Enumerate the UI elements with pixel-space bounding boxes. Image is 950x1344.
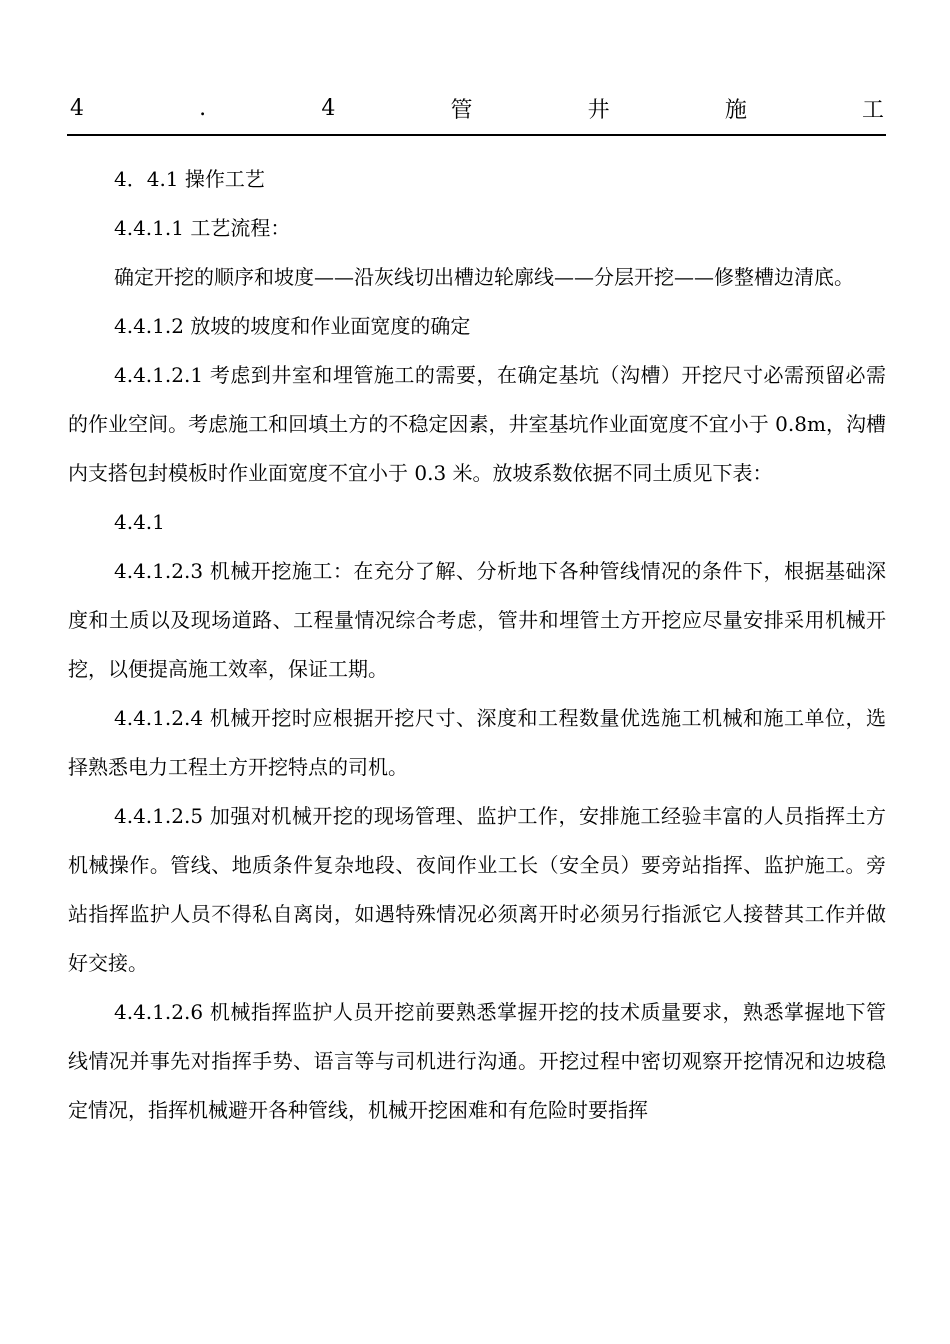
heading-char: 管 [450,97,473,123]
paragraph-4-4-1-2-4: 4.4.1.2.4 机械开挖时应根据开挖尺寸、深度和工程数量优选施工机械和施工单位，选择熟悉电力工程土方开挖特点的司机。 [68,706,886,779]
paragraph-4-4-1-2-1: 4.4.1.2.1 考虑到井室和埋管施工的需要，在确定基坑（沟槽）开挖尺寸必需预留必需的作业空间。考虑施工和回填土方的不稳定因素，井室基坑作业面宽度不宜小于 0.8m，沟槽内支搭包封模板时作业面宽度不宜小于 0.3 米。放坡系数依据不同土质见下表： [68,363,886,485]
section-heading [70,88,884,128]
paragraph-4-4-1-2: 4.4.1.2 放坡的坡度和作业面宽度的确定 [114,314,471,338]
heading-char: . [199,95,207,121]
paragraph-4-4-1-1: 4.4.1.1 工艺流程： [114,216,291,240]
heading-char: 4 [70,95,84,121]
heading-char: 工 [861,97,884,123]
heading-char: 4 [321,95,336,121]
paragraph-4-4-1-2-5: 4.4.1.2.5 加强对机械开挖的现场管理、监护工作，安排施工经验丰富的人员指挥土方机械操作。管线、地质条件复杂地段、夜间作业工长（安全员）要旁站指挥、监护施工。旁站指挥监护人员不得私自离岗，如遇特殊情况必须离开时必须另行指派它人接替其工作并做好交接。 [68,804,886,975]
paragraph-4-4-1-2-6: 4.4.1.2.6 机械指挥监护人员开挖前要熟悉掌握开挖的技术质量要求，熟悉掌握地下管线情况并事先对指挥手势、语言等与司机进行沟通。开挖过程中密切观察开挖情况和边坡稳定情况，指挥机械避开各种管线，机械开挖困难和有危险时要指挥 [68,1000,886,1122]
paragraph-table-ref: 4.4.1 [114,510,165,534]
body-text [68,155,886,1135]
heading-underline [67,134,886,136]
heading-char: 井 [587,97,610,123]
paragraph-process-flow: 确定开挖的顺序和坡度——沿灰线切出槽边轮廓线——分层开挖——修整槽边清底。 [114,265,854,289]
paragraph-4-4-1-2-3: 4.4.1.2.3 机械开挖施工：在充分了解、分析地下各种管线情况的条件下，根据基础深度和土质以及现场道路、工程量情况综合考虑，管井和埋管土方开挖应尽量安排采用机械开挖，以便提高施工效率，保证工期。 [68,559,886,681]
heading-char: 施 [724,97,747,123]
paragraph-4-4-1: 4．4.1 操作工艺 [114,167,265,191]
